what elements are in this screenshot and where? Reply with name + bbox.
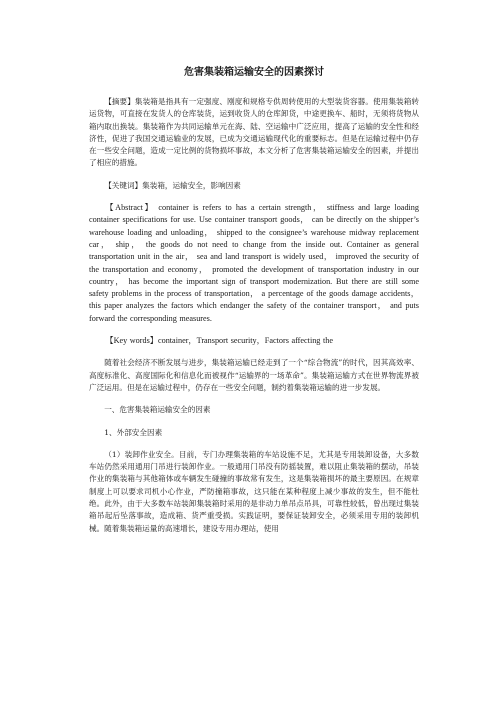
article-title: 危害集装箱运输安全的因素探讨: [184, 67, 324, 78]
keywords-chinese: 【关键词】集装箱，运输安全，影响因素: [104, 180, 241, 190]
abstract-chinese: 【摘要】集装箱是指具有一定强度、刚度和规格专供周转使用的大型装货容器。使用集装箱转运货物，可直接在发货人的仓库装货，运到收货人的仓库卸货，中途更换车、船时，无须将货物从箱内取出换装。集装箱作为共同运输单元在海、陆、空运输中广泛应用，提高了运输的安全性和经济性，促进了我国交通运输业的发展，已成为交通运输现代化的重要标志。但是在运输过程中仍存在一些安全问题，造成一定比例的货物损坏事故，本文分析了危害集装箱运输安全的因素，并提出了相应的措施。: [89, 97, 419, 168]
introduction-paragraph: 随着社会经济不断发展与进步，集装箱运输已经走到了一个“综合物流”的时代，因其高效率、高度标准化、高度国际化和信息化而被视作“运输界的一场革命”。集装箱运输方式在世界物流界被广泛运用。但是在运输过程中，仍存在一些安全问题，制约着集装箱运输的进一步发展。: [89, 358, 419, 392]
abstract-english: 【Abstract】 container is refers to has a certain strength， stiffness and large loading container specifications for use. Use container transport goods， can be directly on the shipper’s warehouse loading and unloading， shipped to the consignee’s warehouse midway replacement car， ship， the goods do not need to change from the inside out. Container as general transportation unit in the air， sea and land transport is widely used， improved the security of the transportation and economy， promoted the development of transportation industry in our country， has become the important sign of transport modernization. But there are still some safety problems in the process of transportation， a percentage of the goods damage accidents， this paper analyzes the factors which endanger the safety of the container transport， and puts forward the corresponding measures.: [89, 203, 419, 323]
subsection-heading: 1、外部安全因素: [104, 427, 163, 437]
body-paragraph: （1）装卸作业安全。目前，专门办理集装箱的车站设施不足，尤其是专用装卸设备，大多数车站仍然采用通用门吊进行装卸作业。一般通用门吊没有防摇装置，难以阻止集装箱的摆动，吊装作业的集装箱与其他箱体或车辆发生碰撞的事故常有发生，这是集装箱损坏的最主要原因。在规章制度上可以要求司机小心作业，严防撞箱事故，这只能在某种程度上减少事故的发生，但不能杜绝。此外，由于大多数车站装卸集装箱时采用的是非动力单吊点吊具，可靠性较低，曾出现过集装箱吊起后坠落事故，造成箱、货严重受损。实践证明，要保证装卸安全，必须采用专用的装卸机械。随着集装箱运量的高速增长，建设专用办理站，使用: [89, 449, 419, 533]
section-heading: 一、危害集装箱运输安全的因素: [104, 405, 211, 415]
keywords-english: 【Key words】container，Transport security，Factors affecting the: [105, 336, 333, 346]
document-page: [89, 66, 419, 531]
